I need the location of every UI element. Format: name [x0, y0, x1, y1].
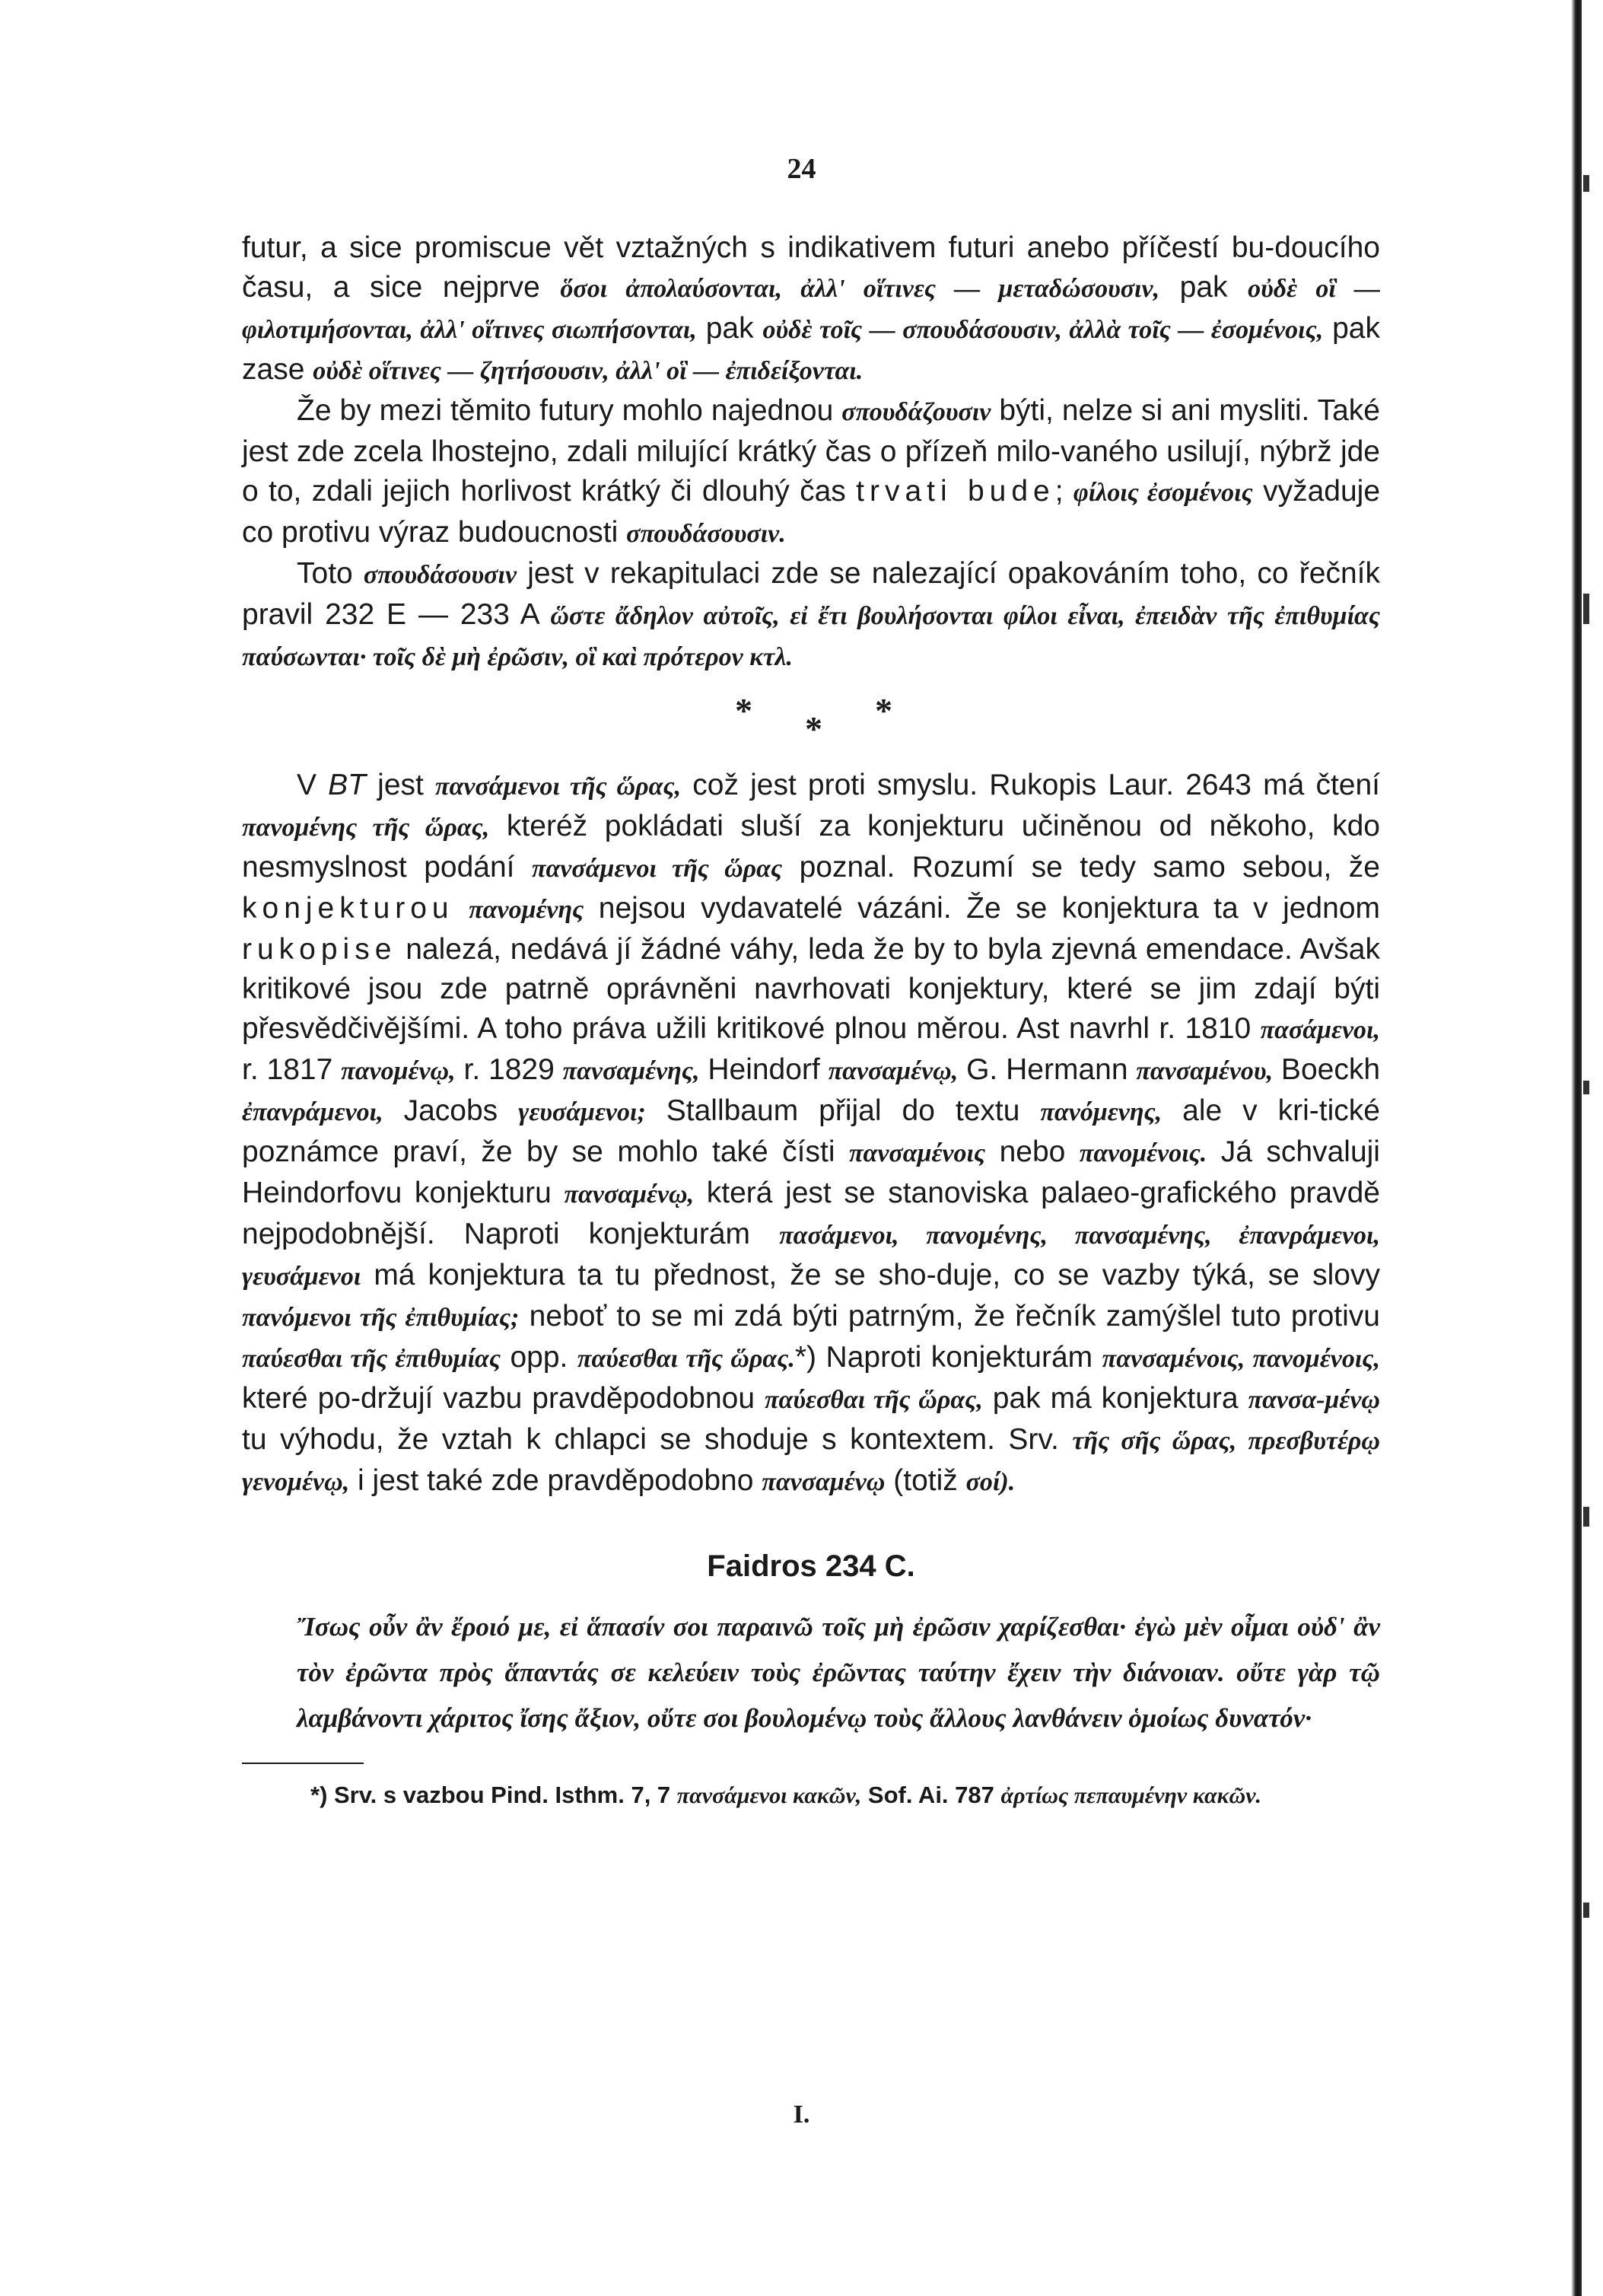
text-run: nejsou vydavatelé vázáni. Že se konjektura ta v jednom [584, 892, 1380, 925]
text-run: což jest proti smyslu. Rukopis Laur. 2643 má čtení [681, 769, 1380, 801]
text-run: nebo [985, 1135, 1080, 1168]
text-run: i jest také zde pravděpodobno [349, 1464, 762, 1497]
greek-text: παύεσθαι τῆς ἐπιθυμίας [242, 1345, 501, 1373]
text-run: Sof. Ai. 787 [861, 1782, 1001, 1808]
greek-text: οὐδὲ οἵτινες — ζητήσουσιν, ἀλλ' οἳ — ἐπιδείξονται. [313, 357, 864, 385]
greek-text: ἀρτίως πεπαυμένην κακῶν. [1000, 1783, 1262, 1808]
greek-text: παύεσθαι τῆς ὥρας. [577, 1345, 795, 1373]
greek-text: σοί). [965, 1468, 1016, 1496]
text-run: ale v kri-tické poznámce praví, že by se mohlo také čísti [242, 1094, 1380, 1168]
text-run: tu výhodu, že vztah k chlapci se shoduje s kontextem. Srv. [242, 1423, 1073, 1456]
greek-text: πανσάμενοι κακῶν, [676, 1783, 862, 1808]
greek-text: φίλοις ἐσομένοις [1073, 479, 1253, 507]
greek-text: ὥστε ἄδηλον αὐτοῖς, εἰ ἔτι βουλήσονται φίλοι εἶναι, ἐπειδὰν τῆς ἐπιθυμίας παύσωνται· τοῖς δὲ μὴ ἐρῶσιν, οἳ καὶ πρότερον κτλ. [242, 602, 1380, 671]
text-run: (totiž [885, 1464, 966, 1497]
text-run: ; [1054, 475, 1073, 508]
page-edge-marks [1582, 0, 1589, 2296]
greek-text: πανσάμενοι τῆς ὥρας [531, 855, 783, 883]
text-run: Toto [297, 557, 364, 590]
page-body [242, 228, 1380, 1814]
signature-mark: I. [793, 2100, 810, 2129]
footnote [242, 1778, 1380, 1814]
text-run: V [297, 769, 329, 801]
text-run: jest [366, 769, 436, 801]
text-run: r. 1817 [242, 1053, 342, 1086]
greek-text: πανσα-μένῳ [1248, 1386, 1380, 1414]
text-run: Stallbaum přijal do textu [645, 1094, 1041, 1127]
paragraph-3 [242, 554, 1380, 677]
greek-quotation: Ἴσως οὖν ἂν ἔροιό με, εἰ ἅπασίν σοι παραινῶ τοῖς μὴ ἐρῶσιν χαρίζεσθαι· ἐγὼ μὲν οἶμαι οὐδ' ἂν τὸν ἐρῶντα πρὸς ἅπαντάς σε κελεύειν τοὺς ἐρῶντας ταύτην ἔχειν τὴν διάνοιαν. οὔτε γὰρ τῷ λαμβάνοντι χάριτος ἴσης ἄξιον, οὔτε σοι βουλομένῳ τοὺς ἄλλους λανθάνειν ὁμοίως δυνατόν· [297, 1612, 1380, 1733]
text-run: G. Hermann [958, 1053, 1137, 1086]
greek-text: πανσάμενοι τῆς ὥρας, [435, 772, 682, 801]
text-run: pak [696, 312, 763, 345]
text-run: kteréž pokládati sluší za konjekturu učiněnou od někoho, kdo nesmyslnost podání [242, 810, 1380, 884]
text-run: Boeckh [1273, 1053, 1381, 1086]
text-run [454, 892, 469, 925]
greek-text: πανόμενης, [1040, 1098, 1162, 1126]
text-run: r. 1829 [455, 1053, 563, 1086]
text-run: býti, nelze si ani mysliti. Také jest zde zcela lhostejno, zdali milující krátký čas o přízeň milo-vaného usilují, nýbrž jde o to, zdali jejich horlivost krátký či dlouhý čas [242, 394, 1380, 508]
page-number: 24 [787, 153, 816, 185]
greek-text: σπουδάσουσιν. [626, 520, 786, 548]
greek-text: πανσαμένοις, πανομένοις, [1102, 1345, 1380, 1373]
section-heading: Faidros 234 C. [707, 1549, 915, 1583]
paragraph-1 [242, 228, 1380, 391]
text-run: *) Naproti konjekturám [794, 1341, 1102, 1374]
greek-text: πανσαμένης, [562, 1057, 700, 1085]
text-run: Jacobs [383, 1094, 519, 1127]
text-run: nalezá, nedává jí žádné váhy, leda že by to byla zjevná emendace. Avšak kritikové jsou zde patrně oprávněni navrhovati konjektury, které se jim zdají býti přesvědčivějšími. A toho práva užili kritikové plnou měrou. Ast navrhl r. 1810 [242, 933, 1380, 1045]
asterism-star: * [735, 691, 752, 730]
text-run: Heindorf [699, 1053, 829, 1086]
greek-text: πανσαμένου, [1136, 1057, 1274, 1085]
page-edge-shadow [1571, 0, 1582, 2296]
text-run: neboť to se mi zdá býti patrným, že řečník zamýšlel tuto protivu [519, 1300, 1380, 1333]
greek-text: πανομένοις. [1079, 1139, 1207, 1167]
greek-text: οὐδὲ τοῖς — σπουδάσουσιν, ἀλλὰ τοῖς — ἐσομένοις, [762, 316, 1324, 344]
text-run: pak [1159, 271, 1248, 304]
greek-text: πανομένης [469, 896, 584, 924]
text-run: vyžaduje co protivu výraz budoucnosti [242, 475, 1381, 549]
asterism-star: * [875, 691, 892, 730]
greek-text: πανσαμένῳ [762, 1468, 886, 1496]
text-run: Že by mezi těmito futury mohlo najednou [297, 394, 842, 427]
spaced-emphasis: trvati bude [856, 475, 1055, 508]
asterism-star: * [805, 709, 822, 748]
text-run: jest v rekapitulaci zde se nalezající opakováním toho, co řečník pravil 232 E — 233 A [242, 557, 1380, 631]
manuscript-siglum: BT [328, 769, 367, 801]
spaced-emphasis: konjekturou [242, 892, 454, 925]
greek-text: σπουδάσουσιν [363, 561, 517, 589]
text-run: pak má konjektura [982, 1382, 1248, 1415]
text-run: pak zase [242, 312, 1380, 386]
greek-text: πασάμενοι, [1260, 1016, 1380, 1044]
greek-text: γευσάμενοι; [518, 1098, 646, 1126]
spaced-emphasis: rukopise [242, 933, 397, 966]
greek-text: παύεσθαι τῆς ὥρας, [764, 1386, 983, 1414]
greek-text: πανσαμένοις [848, 1139, 986, 1167]
greek-text: πανσαμένῳ, [828, 1057, 959, 1085]
text-run: které po-držují vazbu pravděpodobnou [242, 1382, 765, 1415]
text-run: Já schvaluji Heindorfovu konjekturu [242, 1135, 1380, 1209]
text-run: futur, a sice promiscue vět vztažných s indikativem futuri anebo příčestí bu-doucího času, a sice nejprve [242, 231, 1380, 304]
text-run: má konjektura ta tu přednost, že se sho-duje, co se vazby týká, se slovy [361, 1259, 1380, 1291]
greek-text: σπουδάζουσιν [841, 398, 991, 426]
greek-text: ἐπανράμενοι, [242, 1098, 383, 1126]
greek-text: πανομένης τῆς ὥρας, [242, 814, 490, 842]
text-run: která jest se stanoviska palaeo-grafického pravdě nejpodobnější. Naproti konjekturám [242, 1177, 1380, 1250]
greek-text: πανομένῳ, [341, 1057, 456, 1085]
greek-text: πασάμενοι, πανομένης, πανσαμένης, ἐπανράμενοι, γευσάμενοι [242, 1221, 1380, 1291]
text-run: *) Srv. s vazbou Pind. Isthm. 7, 7 [310, 1782, 677, 1808]
greek-text: οὐδὲ οἳ — φιλοτιμήσονται, ἀλλ' οἵτινες σιωπήσονται, [242, 275, 1381, 344]
paragraph-2 [242, 391, 1380, 554]
greek-text: πανσαμένῳ, [564, 1180, 695, 1209]
paragraph-4 [242, 766, 1380, 1502]
text-run: poznal. Rozumí se tedy samo sebou, že [782, 851, 1380, 884]
footnote-rule [242, 1763, 364, 1764]
asterism [242, 691, 1380, 759]
greek-text: τῆς σῆς ὥρας, πρεσβυτέρῳ γενομένῳ, [242, 1427, 1380, 1496]
text-run: opp. [501, 1341, 577, 1374]
greek-text: πανόμενοι τῆς ἐπιθυμίας; [242, 1304, 520, 1332]
greek-text: ὅσοι ἀπολαύσονται, ἀλλ' οἵτινες — μεταδώσουσιν, [560, 275, 1160, 303]
